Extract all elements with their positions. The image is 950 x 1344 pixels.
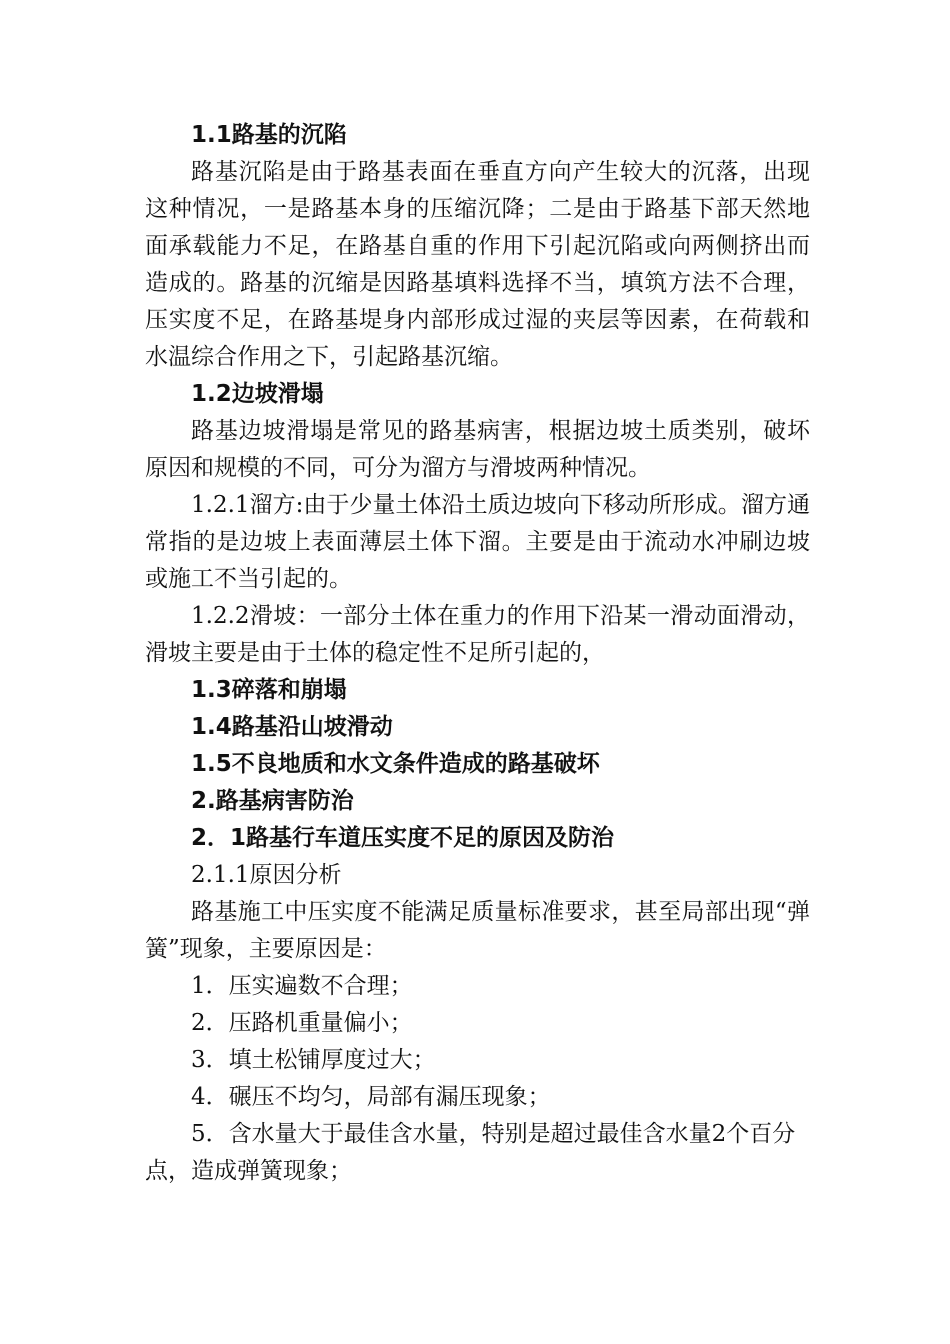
list-item: 2．压路机重量偏小；	[191, 1010, 413, 1036]
heading-2: 2.路基病害防治	[191, 788, 354, 814]
list-item: 1．压实遍数不合理；	[191, 973, 413, 999]
paragraph-1-1: 路基沉陷是由于路基表面在垂直方向产生较大的沉落，出现这种情况，一是路基本身的压缩沉降；二是由于路基下部天然地面承载能力不足，在路基自重的作用下引起沉陷或向两侧挤出而造成的。路基的沉缩是因路基填料选择不当，填筑方法不合理，压实度不足，在路基堤身内部形成过湿的夹层等因素，在荷载和水温综合作用之下，引起路基沉缩。	[145, 159, 810, 370]
paragraph-1-2: 路基边坡滑塌是常见的路基病害，根据边坡土质类别，破坏原因和规模的不同，可分为溜方与滑坡两种情况。	[145, 418, 810, 481]
paragraph-2-1-1-intro: 路基施工中压实度不能满足质量标准要求，甚至局部出现“弹簧”现象，主要原因是：	[145, 899, 810, 962]
heading-1-3: 1.3碎落和崩塌	[191, 677, 347, 703]
heading-2-1-1: 2.1.1原因分析	[191, 862, 342, 888]
paragraph-1-2-1: 1.2.1溜方:由于少量土体沿土质边坡向下移动所形成。溜方通常指的是边坡上表面薄层土体下溜。主要是由于流动水冲刷边坡或施工不当引起的。	[145, 492, 810, 592]
heading-1-4: 1.4路基沿山坡滑动	[191, 714, 393, 740]
list-item: 4．碾压不均匀，局部有漏压现象；	[191, 1084, 551, 1110]
paragraph-1-2-2: 1.2.2滑坡：一部分土体在重力的作用下沿某一滑动面滑动，滑坡主要是由于土体的稳定性不足所引起的，	[145, 603, 810, 666]
heading-1-1: 1.1路基的沉陷	[191, 122, 347, 148]
heading-1-2: 1.2边坡滑塌	[191, 381, 324, 407]
list-item: 5．含水量大于最佳含水量，特别是超过最佳含水量2个百分点，造成弹簧现象；	[145, 1121, 796, 1184]
list-item: 3．填土松铺厚度过大；	[191, 1047, 436, 1073]
heading-2-1: 2．1路基行车道压实度不足的原因及防治	[191, 825, 615, 851]
document-body	[145, 117, 810, 1190]
heading-1-5: 1.5不良地质和水文条件造成的路基破坏	[191, 751, 600, 777]
